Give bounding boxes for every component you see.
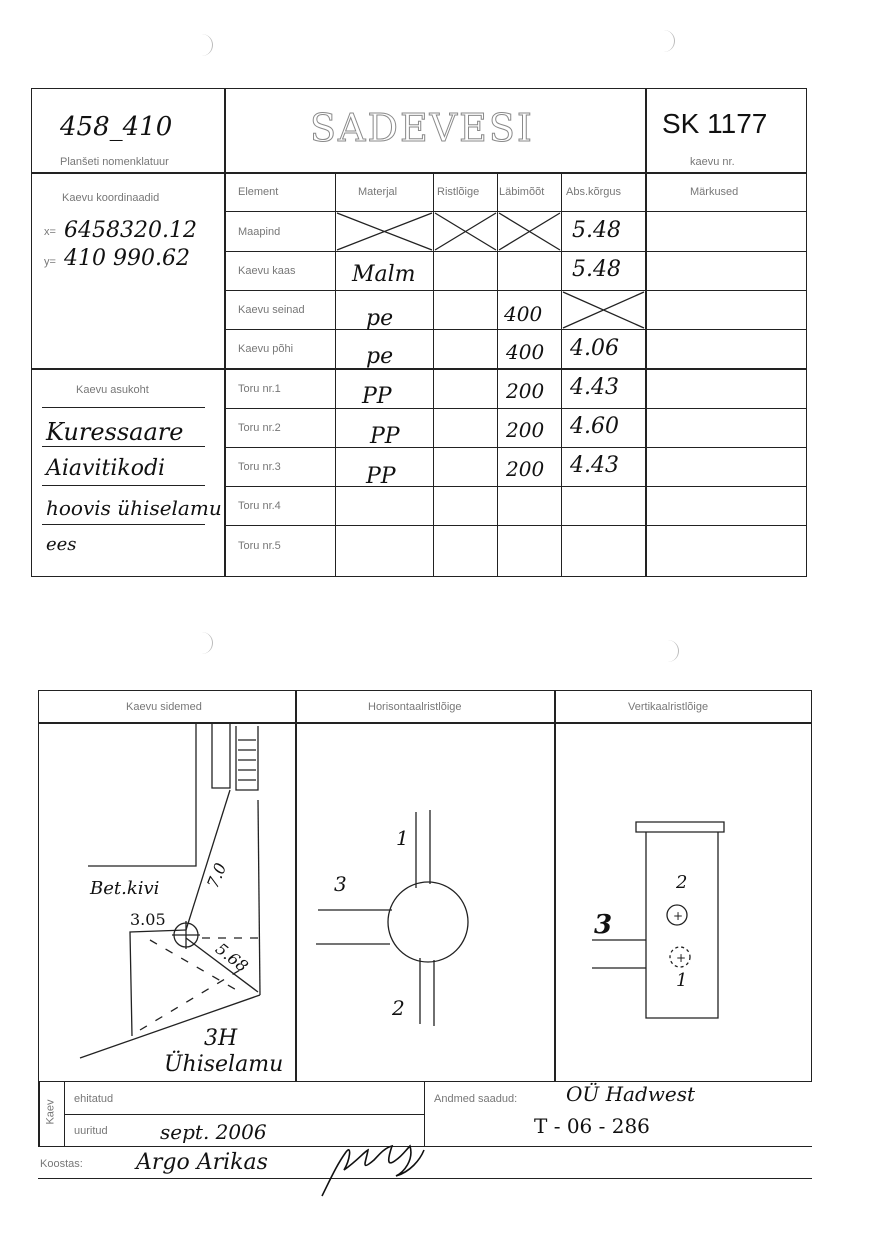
table-cell-height: 4.60	[570, 414, 619, 439]
punch-hole-mark	[668, 640, 679, 662]
table-row-label: Toru nr.4	[238, 500, 281, 512]
table-cell-material: PP	[370, 424, 400, 449]
panel-label-vertical: Vertikaalristlõige	[628, 701, 709, 713]
vertical-pipe-1: 1	[676, 970, 688, 991]
ties-dist-2: 5.68	[211, 939, 252, 976]
svg-text:+: +	[673, 909, 684, 923]
table-cell-diameter: 200	[506, 457, 545, 481]
ties-building-number: 3H	[204, 1026, 238, 1051]
panel-label-horizontal: Horisontaalristlõige	[368, 701, 462, 713]
location-line-1: Kuressaare	[46, 418, 184, 446]
table-row-label: Kaevu põhi	[238, 343, 294, 355]
ties-building-label: Ühiselamu	[164, 1052, 284, 1077]
table-row-label: Toru nr.2	[238, 422, 281, 434]
horizontal-pipe-3: 3	[334, 872, 347, 896]
table-cell-height: 4.06	[570, 336, 619, 361]
table-cell-diameter: 400	[506, 340, 545, 364]
footer-data-from-label: Andmed saadud:	[434, 1093, 518, 1105]
horizontal-pipe-1: 1	[396, 826, 409, 850]
col-header-element: Element	[238, 186, 279, 198]
ties-level: 3.05	[130, 910, 166, 929]
ties-dist-1: 7.0	[203, 860, 231, 891]
footer-side-label: Kaev	[44, 1099, 57, 1125]
col-header-abs-height: Abs.kõrgus	[566, 186, 622, 198]
horizontal-pipe-2: 2	[392, 996, 405, 1020]
coords-y-value: 410 990.62	[64, 246, 190, 271]
plansheet-number: 458_410	[60, 112, 173, 142]
coords-label: Kaevu koordinaadid	[62, 192, 160, 204]
table-row-label: Toru nr.5	[238, 540, 281, 552]
col-header-cross-section: Ristlõige	[437, 186, 480, 198]
page-title: SADEVESI	[310, 106, 534, 150]
table-row-label: Toru nr.1	[238, 383, 281, 395]
location-line-4: ees	[46, 534, 77, 555]
col-header-material: Materjal	[358, 186, 398, 198]
table-cell-material: PP	[366, 464, 396, 489]
table-cell-height: 5.48	[572, 257, 621, 282]
footer-job-number: T - 06 - 286	[534, 1114, 650, 1138]
table-cell-diameter: 200	[506, 379, 545, 403]
footer-surveyed-label: uuritud	[74, 1125, 108, 1137]
ties-material-label: Bet.kivi	[90, 878, 160, 899]
coords-x-prefix: x=	[44, 226, 56, 238]
table-row-label: Kaevu seinad	[238, 304, 305, 316]
panel-label-ties: Kaevu sidemed	[126, 701, 202, 713]
plansheet-label: Planšeti nomenklatuur	[60, 156, 169, 168]
location-line-2: Aiavitikodi	[46, 456, 166, 481]
well-number: SK 1177	[662, 108, 768, 139]
punch-hole-mark	[202, 34, 213, 56]
footer-compiled-value: Argo Arikas	[136, 1150, 268, 1175]
col-header-notes: Märkused	[690, 186, 739, 198]
coords-y-prefix: y=	[44, 256, 56, 268]
table-cell-diameter: 200	[506, 418, 545, 442]
table-row-label: Maapind	[238, 226, 281, 238]
footer-drawn-label: ehitatud	[74, 1093, 114, 1105]
table-cell-diameter: 400	[504, 302, 543, 326]
punch-hole-mark	[664, 30, 675, 52]
location-line-3: hoovis ühiselamu	[46, 496, 222, 520]
vertical-pipe-3: 3	[594, 910, 613, 940]
vertical-pipe-2: 2	[676, 872, 688, 893]
table-cell-height: 4.43	[570, 375, 619, 400]
col-header-diameter: Läbimõõt	[499, 186, 545, 198]
table-cell-material: Malm	[352, 262, 416, 287]
table-row-label: Toru nr.3	[238, 461, 281, 473]
punch-hole-mark	[202, 632, 213, 654]
table-cell-material: pe	[366, 306, 394, 331]
table-cell-material: pe	[366, 344, 394, 369]
footer-data-from-value: OÜ Hadwest	[566, 1082, 696, 1106]
table-cell-material: PP	[362, 384, 392, 409]
footer-surveyed-value: sept. 2006	[160, 1120, 267, 1144]
well-number-label: kaevu nr.	[690, 156, 735, 168]
svg-text:+: +	[676, 951, 687, 965]
table-cell-height: 4.43	[570, 453, 619, 478]
location-label: Kaevu asukoht	[76, 384, 149, 396]
coords-x-value: 6458320.12	[64, 218, 197, 243]
table-row-label: Kaevu kaas	[238, 265, 296, 277]
footer-compiled-label: Koostas:	[40, 1158, 83, 1170]
table-cell-height: 5.48	[572, 218, 621, 243]
